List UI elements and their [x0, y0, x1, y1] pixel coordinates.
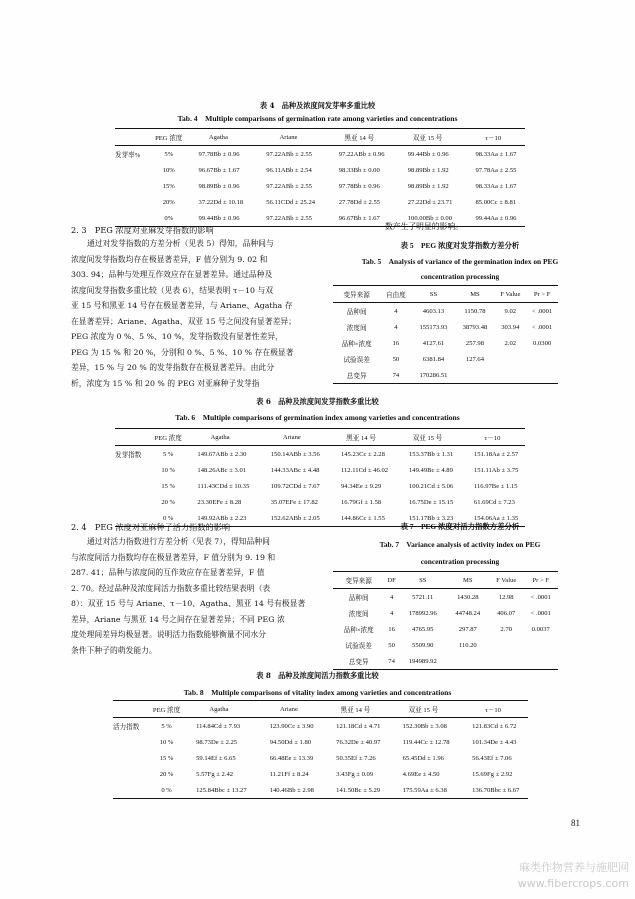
table-cell: 品种×浓度 — [341, 341, 372, 348]
table-cell: 121.83Cd ± 6.72 — [472, 722, 517, 730]
table-cell: 50.35Ef ± 7.26 — [336, 754, 376, 762]
table-cell: 总变异 — [348, 659, 369, 666]
table-row — [115, 494, 525, 510]
table-cell: 试验误差 — [343, 357, 370, 364]
column-header: τ－10 — [485, 135, 502, 142]
table-cell: 品种间 — [348, 595, 369, 602]
table-cell: < .0001 — [532, 307, 553, 315]
table-cell: 136.70Bbc ± 6.67 — [472, 786, 520, 794]
table-cell: 149.92ABb ± 2.23 — [197, 514, 247, 522]
table-cell: 194989.92 — [408, 657, 437, 665]
table-cell: 144.33ABc ± 4.48 — [270, 466, 320, 474]
watermark-line-2: www.fibercrops.com — [517, 877, 629, 890]
table-row — [115, 146, 525, 163]
table-cell: < .0001 — [530, 593, 551, 601]
text-line: 303. 94；品种与处理互作效应存在显著差异。通过品种及 — [71, 270, 273, 279]
table-cell: 11.21Ff ± 8.24 — [269, 770, 309, 778]
column-header: DF — [387, 576, 396, 584]
table-cell — [526, 367, 558, 384]
text-line: 亚 15 号和黑亚 14 号存在极显著差异，与 Ariane、Agatha 存 — [71, 301, 293, 310]
table-cell: 0.0300 — [533, 339, 552, 347]
table-cell: 97.78Bb ± 0.96 — [338, 182, 380, 190]
table-row — [113, 750, 528, 766]
table-cell: 15.69Fg ± 2.92 — [472, 770, 513, 778]
table-row — [333, 621, 558, 637]
table-cell: 44748.24 — [455, 609, 481, 617]
table-cell: 100.00Bb ± 0.00 — [407, 214, 453, 222]
table-cell: 76.32De ± 40.97 — [336, 738, 381, 746]
table-cell: 35.07EFe ± 17.82 — [270, 498, 318, 506]
table-cell: 4127.61 — [422, 339, 445, 347]
table7-caption-en-1: Tab. 7 Variance analysis of activity index on PEG — [379, 540, 541, 549]
table-cell: 品种间 — [346, 309, 367, 316]
table-cell: 96.67Bb ± 1.67 — [198, 166, 240, 174]
table-cell: 15 % — [159, 754, 174, 762]
table5-caption-en-1: Tab. 5 Analysis of variance of the germination index on PEG — [361, 257, 559, 266]
table-cell: 98.89Bb ± 0.96 — [198, 182, 240, 190]
table-row — [115, 478, 525, 494]
column-header: 变异来源 — [345, 578, 372, 585]
table-cell: 151.17Bb ± 3.23 — [408, 514, 454, 522]
section-2-3-tail: 数产生了明显的影响。 — [385, 222, 463, 231]
table-cell: 50 — [392, 355, 400, 363]
section-2-4-body — [71, 534, 305, 658]
column-header: F Value — [496, 576, 517, 584]
table-cell: 140.46Bb ± 2.98 — [269, 786, 314, 794]
table-cell: 16.75De ± 15.15 — [408, 498, 454, 506]
column-header: Agatha — [208, 133, 228, 141]
column-header: SS — [429, 290, 438, 298]
table4-caption-cn: 表 4 品种及浓度间发芽率多重比较 — [259, 101, 376, 110]
table-cell: 151.18Aa ± 2.57 — [473, 450, 519, 458]
column-header: 自由度 — [385, 292, 406, 299]
column-header: 双亚 15 号 — [408, 707, 439, 714]
table-cell: 2.70 — [500, 625, 512, 633]
table-cell: 56.11CDd ± 25.24 — [266, 198, 316, 206]
table7-caption-en-2: concentration processing — [420, 557, 500, 566]
table-row — [333, 351, 558, 367]
table8-caption-en: Tab. 8 Multiple comparisons of vitality index among varieties and concentrations — [183, 688, 452, 697]
table-cell: 101.34De ± 4.43 — [472, 738, 517, 746]
table-cell: 10% — [162, 166, 175, 174]
section-2-3-body — [71, 236, 296, 391]
table-row — [113, 718, 528, 735]
table-cell: 97.22ABb ± 2.55 — [266, 182, 312, 190]
table-cell: 303.94 — [501, 323, 520, 331]
table-cell: < .0001 — [530, 609, 551, 617]
table-cell: 114.84Cd ± 7.93 — [196, 722, 241, 730]
table6-caption-en: Tab. 6 Multiple comparisons of germination index among varieties and concentrations — [175, 413, 460, 422]
page-number: 81 — [571, 818, 580, 828]
column-header: MS — [470, 290, 480, 298]
table-cell: 2.02 — [504, 339, 517, 347]
row-group-label — [115, 494, 153, 510]
column-header: PEG 浓度 — [154, 435, 182, 442]
table-cell: 150.14ABb ± 3.56 — [270, 450, 320, 458]
text-line: 8）：双亚 15 号与 Ariane、τ－10、Agatha、黑亚 14 号有极显著 — [71, 599, 306, 608]
table-cell: 5.57Fg ± 2.42 — [196, 770, 234, 778]
table-cell: 23.30EFe ± 8.28 — [197, 498, 242, 506]
table-cell: 154.06Aa ± 1.35 — [473, 514, 519, 522]
table-cell — [489, 637, 524, 653]
column-header: SS — [419, 576, 427, 584]
table-cell: 94.50Dd ± 1.80 — [269, 738, 312, 746]
table-cell: 152.30Bb ± 3.08 — [402, 722, 447, 730]
table-cell — [494, 367, 526, 384]
table-cell: 149.67ABb ± 2.30 — [197, 450, 247, 458]
table-cell: 99.44Aa ± 0.96 — [475, 214, 517, 222]
table-cell — [526, 351, 558, 367]
column-header: PEG 浓度 — [152, 707, 181, 714]
table-cell: 16 — [388, 625, 395, 633]
table-cell: 109.72CDd ± 7.67 — [270, 482, 320, 490]
table-row — [333, 367, 558, 384]
row-group-header — [115, 129, 153, 146]
table-cell — [456, 367, 495, 384]
table-cell: 111.43CDd ± 10.35 — [197, 482, 250, 490]
table-cell: 121.18Cd ± 4.71 — [336, 722, 381, 730]
table-cell: 5 % — [161, 722, 172, 730]
table-cell: 15 % — [161, 482, 176, 490]
column-header: τ－10 — [485, 707, 501, 714]
table-cell: 170286.51 — [419, 371, 448, 379]
text-line: 浓度间发芽指数均存在极显著差异，F 值分别为 9. 02 和 — [71, 254, 268, 264]
table-row — [115, 162, 525, 178]
table-cell: 99.44Bb ± 0.96 — [407, 150, 449, 158]
table-cell: 152.62ABb ± 2.05 — [270, 514, 320, 522]
text-line: PEG 为 15 % 和 20 %，分别和 0 %、5 %、10 % 存在极显著 — [71, 347, 294, 357]
table-cell: 98.89Bb ± 1.92 — [407, 166, 449, 174]
table-cell — [523, 637, 558, 653]
table-cell: 50 — [388, 641, 395, 649]
row-group-label: 发芽率% — [115, 152, 141, 159]
table-cell: 20 % — [159, 770, 174, 778]
row-group-label: 活力指数 — [113, 724, 140, 731]
table-cell: 6381.84 — [422, 355, 445, 363]
column-header: Agatha — [209, 705, 229, 713]
table-cell: 56.43Ef ± 7.06 — [472, 754, 512, 762]
table5-caption-en-2: concentration processing — [420, 272, 500, 281]
table-cell: 4603.13 — [422, 307, 445, 315]
table-cell: 257.98 — [465, 339, 485, 347]
table4-caption-en: Tab. 4 Multiple comparisons of germination rate among varieties and concentrations — [177, 114, 458, 123]
table-cell: 浓度间 — [346, 325, 367, 332]
table-row — [333, 589, 558, 606]
table-cell — [494, 351, 526, 367]
table-cell: 3.43Fg ± 0.09 — [336, 770, 374, 778]
table-cell: 4.69Ee ± 4.50 — [402, 770, 440, 778]
table-cell: 品种×浓度 — [343, 627, 374, 634]
table-cell: 145.23Cc ± 2.28 — [340, 450, 385, 458]
column-header: 黑亚 14 号 — [344, 135, 375, 142]
column-header: F Value — [500, 290, 521, 298]
table-cell: 98.73De ± 2.25 — [196, 738, 238, 746]
table-cell: 112.11Cd ± 46.02 — [340, 466, 389, 474]
table6-caption-cn: 表 6 品种及浓度间发芽指数多重比较 — [256, 397, 379, 406]
table-cell: 406.07 — [497, 609, 516, 617]
table-cell: 0% — [164, 214, 174, 222]
table-row — [115, 462, 525, 478]
row-group-label — [113, 734, 151, 750]
text-line: 浓度间发芽指数多重比较（见表 6），结果表明 τ－10 与双 — [71, 285, 274, 295]
column-header: 黑亚 14 号 — [340, 707, 371, 714]
table-row — [113, 766, 528, 782]
table-cell: 153.37Bb ± 1.31 — [408, 450, 454, 458]
text-line: 在显著差异；Ariane、Agatha、双亚 15 号之间没有显著差异； — [71, 316, 297, 326]
table-cell: 74 — [388, 657, 395, 665]
table-cell: 16.79Gf ± 1.58 — [340, 498, 382, 506]
table-cell: 5721.11 — [412, 593, 434, 601]
table-cell: 5 % — [162, 450, 174, 458]
table-cell: 27.22Dd ± 23.71 — [407, 198, 453, 206]
row-group-label — [113, 750, 151, 766]
table-cell: 98.33Aa ± 1.67 — [475, 182, 517, 190]
table-cell: 85.00Cc ± 8.81 — [475, 198, 517, 206]
table-row — [333, 335, 558, 351]
table-cell — [523, 653, 558, 670]
table-cell: 1430.28 — [457, 593, 479, 601]
text-line: 条件下种子的萌发能力。 — [71, 645, 157, 655]
table-cell: 297.87 — [458, 625, 477, 633]
column-header: Ariane — [279, 133, 298, 141]
table-cell: 37.22Dd ± 10.18 — [198, 198, 244, 206]
table8-caption-cn: 表 8 品种及浓度间活力指数多重比较 — [256, 671, 379, 680]
table-cell: 4 — [389, 593, 394, 601]
row-group-label — [113, 782, 151, 799]
column-header: MS — [463, 576, 473, 584]
table-row — [115, 446, 525, 463]
table-cell: 149.49Bc ± 4.89 — [408, 466, 453, 474]
column-header: PEG 浓度 — [155, 135, 183, 142]
table-cell: 20 % — [161, 498, 176, 506]
table-cell: 98.33Aa ± 1.67 — [475, 150, 517, 158]
table-cell: 38793.48 — [462, 323, 488, 331]
column-header: Ariane — [279, 705, 298, 713]
table-cell: 10 % — [161, 466, 176, 474]
table-cell: 59.14Ef ± 6.65 — [196, 754, 236, 762]
table-cell: 9.02 — [504, 307, 517, 315]
column-header: Pr > F — [532, 576, 549, 584]
column-header: Ariane — [282, 433, 301, 441]
table-cell: 141.50Bc ± 5.29 — [336, 786, 381, 794]
table-cell: 97.22ABb ± 0.96 — [338, 150, 385, 158]
table-cell: 97.22ABb ± 2.55 — [266, 214, 312, 222]
table-cell: 0 % — [162, 514, 174, 522]
table-cell — [489, 653, 524, 670]
table-cell: 4 — [394, 323, 398, 331]
text-line: 通过对发芽指数的方差分析（见表 5）得知，品种间与 — [87, 239, 274, 248]
table-cell: 61.69Cd ± 7.23 — [473, 498, 515, 506]
column-header: 黑亚 14 号 — [346, 435, 376, 442]
text-line: 2. 70。经过品种及浓度间活力指数多重比较结果表明（表 — [71, 583, 271, 593]
section-2-4-title: 2. 4 PEG 浓度对亚麻种子活力指数的影响 — [71, 522, 231, 532]
row-group-label — [115, 478, 153, 494]
row-group-label — [115, 194, 153, 210]
column-header: 变异来源 — [343, 292, 370, 299]
table-cell: 66.48Ee ± 13.39 — [269, 754, 314, 762]
table-cell: 65.45Dd ± 1.96 — [402, 754, 444, 762]
text-line: 287. 41；品种与浓度间的互作效应存在显著差异，F 值 — [71, 568, 265, 577]
table-cell: 27.78Dd ± 2.55 — [338, 198, 381, 206]
table-cell: 1150.78 — [464, 307, 486, 315]
table-cell: 178992.96 — [408, 609, 437, 617]
table-cell: 浓度间 — [348, 611, 369, 618]
text-line: 析，浓度为 15 % 和 20 % 的 PEG 对亚麻种子发芽指 — [71, 378, 260, 388]
table-cell: 98.89Bb ± 1.92 — [407, 182, 449, 190]
table-row — [115, 178, 525, 194]
table-row — [333, 605, 558, 621]
table-cell: 总变异 — [346, 373, 367, 380]
table6 — [115, 428, 525, 527]
row-group-label: 发芽指数 — [115, 452, 142, 459]
table-cell: 0.0037 — [531, 625, 550, 633]
table-cell: 4 — [389, 609, 394, 617]
row-group-label — [115, 462, 153, 478]
table5 — [333, 285, 558, 384]
text-line: 通过对活力指数进行方差分析（见表 7），得知品种间 — [87, 537, 270, 546]
table-cell: 175.59Aa ± 6.38 — [402, 786, 447, 794]
table-cell: 110.20 — [458, 641, 477, 649]
watermark-line-1: 麻类作物营养与施肥网 — [519, 861, 629, 874]
table-cell: 123.90Cc ± 3.90 — [269, 722, 314, 730]
table-cell: 94.34Ee ± 9.29 — [340, 482, 382, 490]
table-cell — [447, 653, 489, 670]
table-cell: 试验误差 — [345, 643, 372, 650]
table-cell: 144.86Cc ± 1.55 — [340, 514, 385, 522]
section-2-3-title: 2. 3 PEG 浓度对亚麻发芽指数的影响 — [71, 225, 214, 235]
column-header: 双亚 15 号 — [412, 135, 443, 142]
table-cell: 4765.95 — [412, 625, 434, 633]
column-header: Agatha — [210, 433, 230, 441]
table-row — [113, 782, 528, 799]
table-cell: 100.21Cd ± 5.06 — [408, 482, 454, 490]
table-row — [333, 637, 558, 653]
table7-caption-cn: 表 7 PEG 浓度对活力指数方差分析 — [400, 522, 520, 531]
text-line: PEG 浓度为 0 %、5 %、10 %，发芽指数没有显著性差异， — [71, 332, 283, 341]
row-group-label — [113, 766, 151, 782]
table-cell: 97.22ABb ± 2.55 — [266, 150, 312, 158]
table-cell: 155173.93 — [419, 323, 448, 331]
table-cell: 5% — [164, 150, 174, 158]
text-line: 差异，Ariane 与黑亚 14 号之间存在显著差异；不同 PEG 浓 — [71, 614, 285, 624]
table-cell: 0 % — [161, 786, 172, 794]
table-cell: 5509.90 — [412, 641, 434, 649]
table4 — [115, 128, 525, 227]
column-header: Pr > F — [533, 290, 551, 298]
table8 — [113, 700, 528, 799]
text-line: 度处理间差异均极显著。说明活力指数能够衡量不同水分 — [71, 630, 266, 639]
table-cell: 74 — [392, 371, 400, 379]
table-cell: 97.78Bb ± 0.96 — [198, 150, 240, 158]
text-line: 差异，15 % 与 20 % 的发芽指数存在极显著差异。由此分 — [71, 363, 274, 372]
table-cell: 97.78Aa ± 2.55 — [475, 166, 517, 174]
row-group-header — [113, 701, 151, 718]
table-cell: 20% — [162, 198, 175, 206]
row-group-header — [115, 429, 153, 446]
table-cell: 10 % — [159, 738, 174, 746]
table-cell: 99.44Bb ± 0.96 — [198, 214, 240, 222]
table-cell: 125.84Bbc ± 13.27 — [196, 786, 247, 794]
table-cell: 4 — [394, 307, 398, 315]
table-cell: 151.11Ab ± 3.75 — [473, 466, 519, 474]
column-header: τ－10 — [484, 435, 501, 442]
table-cell: 96.11ABb ± 2.54 — [266, 166, 312, 174]
table-cell: 12.98 — [498, 593, 514, 601]
table5-caption-cn: 表 5 PEG 浓度对发芽指数方差分析 — [400, 241, 520, 250]
table-row — [333, 319, 558, 335]
table-cell: 16 — [392, 339, 400, 347]
row-group-label — [115, 162, 153, 178]
table-cell: 15% — [162, 182, 175, 190]
table-cell: < .0001 — [532, 323, 553, 331]
table-row — [333, 653, 558, 670]
table-cell: 98.33Bb ± 0.00 — [338, 166, 380, 174]
table-cell: 127.64 — [465, 355, 485, 363]
row-group-label — [115, 178, 153, 194]
table-row — [113, 734, 528, 750]
table-cell: 119.44Cc ± 12.78 — [402, 738, 450, 746]
text-line: 与浓度间活力指数均存在极显著差异，F 值分别为 9. 19 和 — [71, 552, 276, 562]
table-cell: 96.67Bb ± 1.67 — [338, 214, 380, 222]
table7 — [333, 571, 558, 670]
column-header: 双亚 15 号 — [412, 435, 443, 442]
table-row — [115, 194, 525, 210]
table-cell: 148.26ABc ± 3.01 — [197, 466, 247, 474]
table-row — [333, 303, 558, 320]
table-cell: 116.97Be ± 1.15 — [473, 482, 518, 490]
watermark — [518, 860, 629, 892]
